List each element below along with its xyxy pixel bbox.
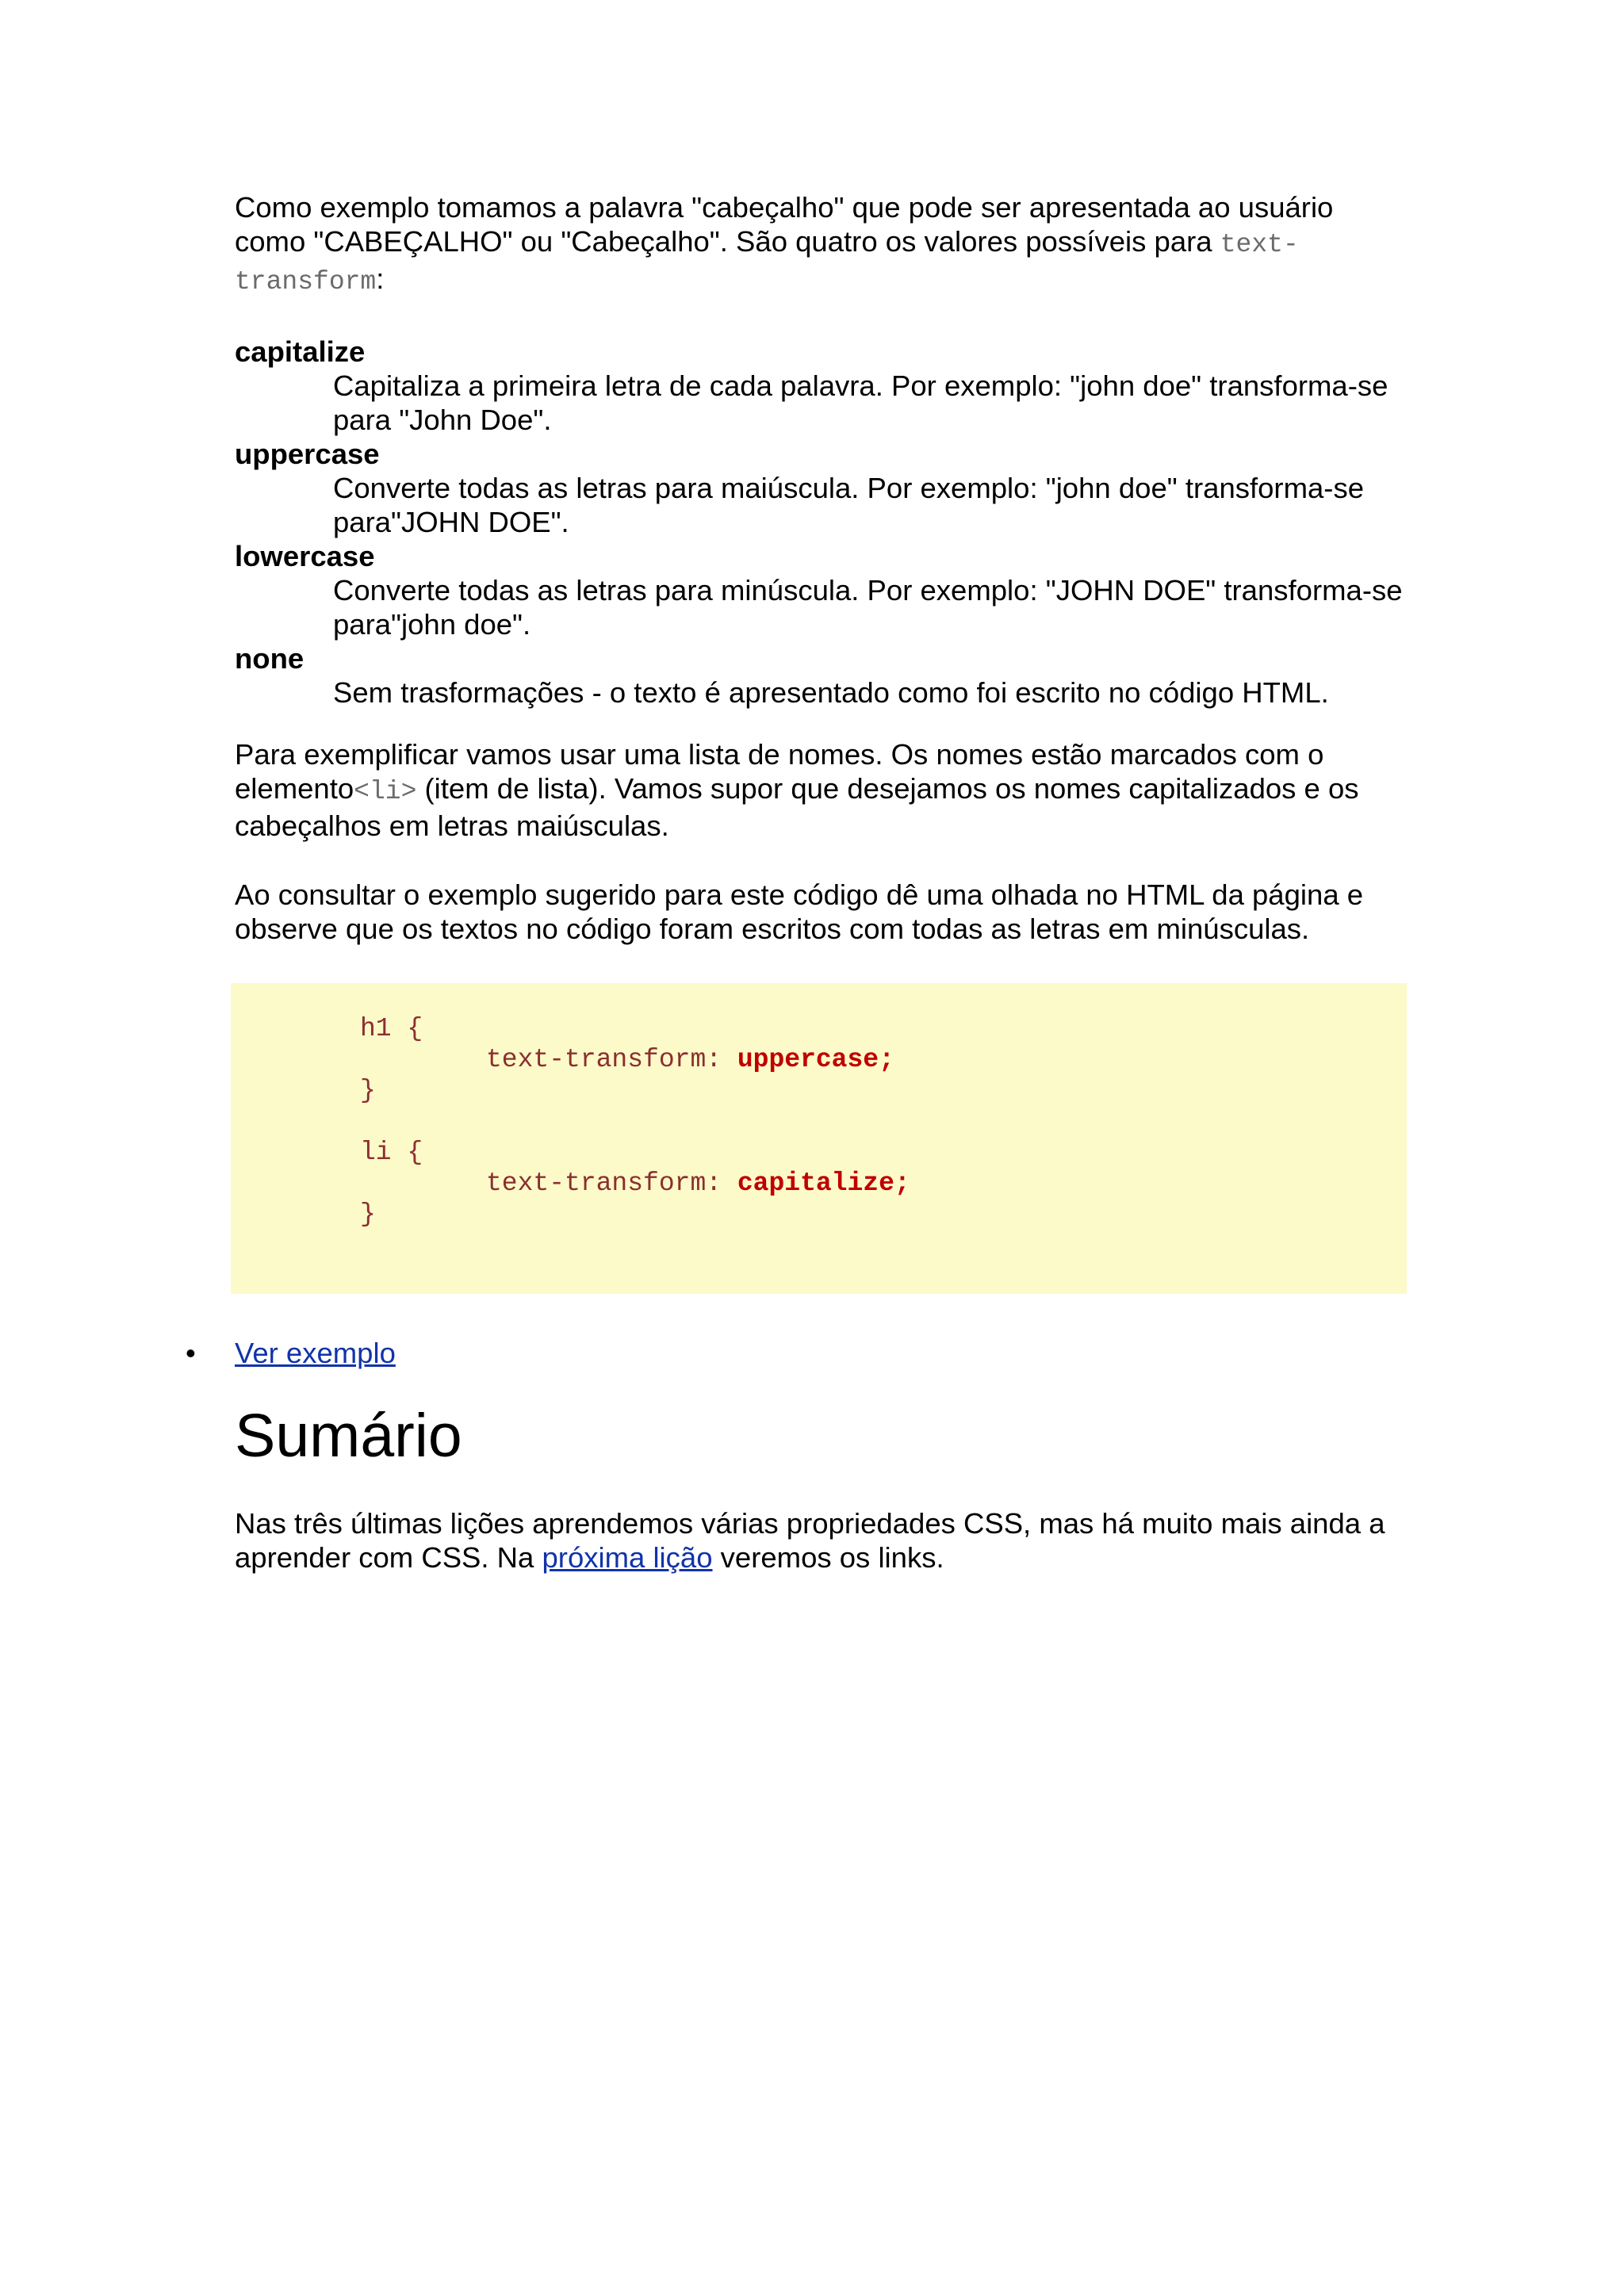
intro-text: Como exemplo tomamos a palavra "cabeçalho" que pode ser apresentada ao usuário como "CABEÇALHO" ou "Cabeçalho". São quatro os valores possíveis para [235, 191, 1334, 258]
definition-description: Capitaliza a primeira letra de cada palavra. Por exemplo: "john doe" transforma-se para "John Doe". [333, 369, 1388, 436]
inline-code: text- [1220, 230, 1299, 259]
code-h1-close: } [360, 1076, 376, 1105]
code-h1-open: h1 { [360, 1014, 423, 1043]
intro-paragraph [235, 190, 1392, 299]
definition-description: Converte todas as letras para maiúscula. Por exemplo: "john doe" transforma-se para"JOHN DOE". [333, 472, 1364, 538]
list-bullet: • [186, 1337, 196, 1369]
next-lesson-link[interactable]: próxima lição [542, 1541, 713, 1574]
inline-code: transform [235, 267, 377, 297]
code-block [231, 983, 1407, 1294]
example-paragraph: Para exemplificar vamos usar uma lista de nomes. Os nomes estão marcados com o elemento<li> (item de lista). Vamos supor que desejamos os nomes capitalizados e os cabeçalhos em letras maiúsculas. [235, 738, 1359, 842]
summary-heading: Sumário [235, 1402, 462, 1470]
definition-list [235, 335, 1416, 710]
definition-description: Sem trasformações - o texto é apresentado como foi escrito no código HTML. [333, 676, 1329, 709]
ver-exemplo-link[interactable]: Ver exemplo [235, 1337, 396, 1369]
definition-term: capitalize [235, 335, 366, 368]
note-paragraph: Ao consultar o exemplo sugerido para este código dê uma olhada no HTML da página e observe que os textos no código foram escritos com todas as letras em minúsculas. [235, 878, 1364, 945]
definition-term: none [235, 642, 304, 675]
definition-description: Converte todas as letras para minúscula. Por exemplo: "JOHN DOE" transforma-se para"john doe". [333, 574, 1403, 641]
code-li-rule: text-transform: capitalize; [486, 1169, 910, 1198]
code-li-close: } [360, 1200, 376, 1229]
intro-text: : [376, 262, 385, 295]
definition-term: lowercase [235, 540, 375, 572]
summary-paragraph: Nas três últimas lições aprendemos várias propriedades CSS, mas há muito mais ainda a aprender com CSS. Na próxima lição veremos os links. [235, 1507, 1385, 1574]
code-h1-rule: text-transform: uppercase; [486, 1045, 894, 1074]
inline-code: <li> [354, 777, 417, 806]
definition-term: uppercase [235, 438, 380, 470]
code-li-open: li { [360, 1138, 423, 1167]
